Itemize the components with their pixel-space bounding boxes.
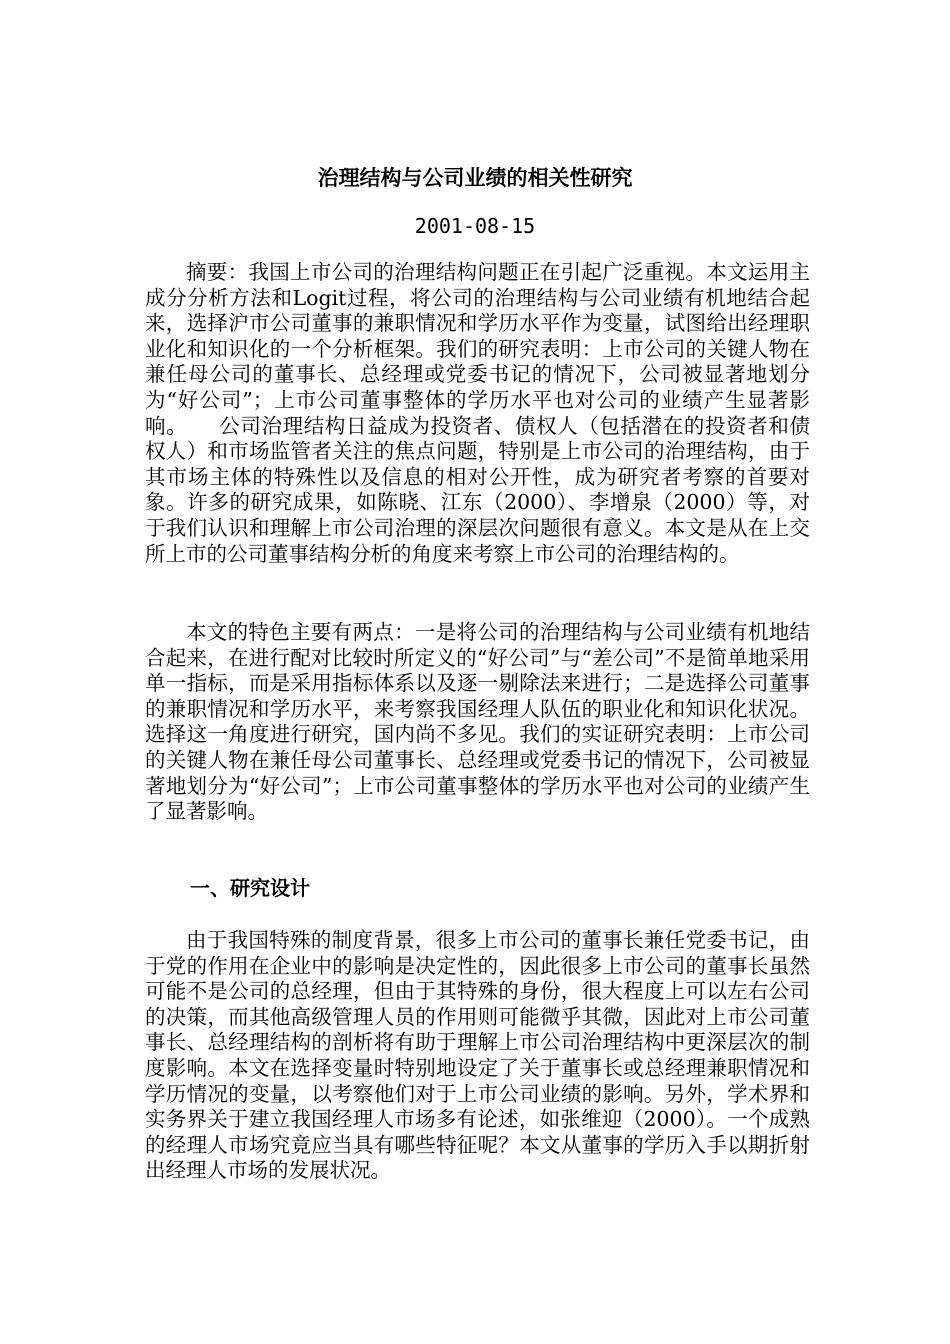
- research-design-paragraph: 由于我国特殊的制度背景，很多上市公司的董事长兼任党委书记，由于党的作用在企业中的影响是决定性的，因此很多上市公司的董事长虽然可能不是公司的总经理，但由于其特殊的身份，很大程度上可以左右公司的决策，而其他高级管理人员的作用则可能微乎其微，因此对上市公司董事长、总经理结构的剖析将有助于理解上市公司治理结构中更深层次的制度影响。本文在选择变量时特别地设定了关于董事长或总经理兼职情况和学历情况的变量，以考察他们对于上市公司业绩的影响。另外，学术界和实务界关于建立我国经理人市场多有论述，如张维迎（2000）。一个成熟的经理人市场究竟应当具有哪些特征呢？本文从董事的学历入手以期折射出经理人市场的发展状况。: [145, 928, 810, 1183]
- abstract-paragraph: 摘要：我国上市公司的治理结构问题正在引起广泛重视。本文运用主成分分析方法和Logit过程，将公司的治理结构与公司业绩有机地结合起来，选择沪市公司董事的兼职情况和学历水平作为变量，试图给出经理职业化和知识化的一个分析框架。我们的研究表明：上市公司的关键人物在兼任母公司的董事长、总经理或党委书记的情况下，公司被显著地划分为“好公司”；上市公司董事整体的学历水平也对公司的业绩产生显著影响。 公司治理结构日益成为投资者、债权人（包括潜在的投资者和债权人）和市场监管者关注的焦点问题，特别是上市公司的治理结构，由于其市场主体的特殊性以及信息的相对公开性，成为研究者考察的首要对象。许多的研究成果，如陈晓、江东（2000）、李增泉（2000）等，对于我们认识和理解上市公司治理的深层次问题很有意义。本文是从在上交所上市的公司董事结构分析的角度来考察上市公司的治理结构的。: [145, 260, 810, 566]
- publish-date: 2001-08-15: [414, 214, 536, 238]
- features-paragraph: 本文的特色主要有两点：一是将公司的治理结构与公司业绩有机地结合起来，在进行配对比较时所定义的“好公司”与“差公司”不是简单地采用单一指标，而是采用指标体系以及逐一剔除法来进行；二是选择公司董事的兼职情况和学历水平，来考察我国经理人队伍的职业化和知识化状况。选择这一角度进行研究，国内尚不多见。我们的实证研究表明：上市公司的关键人物在兼任母公司董事长、总经理或党委书记的情况下，公司被显著地划分为“好公司”；上市公司董事整体的学历水平也对公司的业绩产生了显著影响。: [145, 620, 810, 824]
- page-title: 治理结构与公司业绩的相关性研究: [317, 166, 633, 190]
- section-heading: 一、研究设计: [190, 876, 310, 900]
